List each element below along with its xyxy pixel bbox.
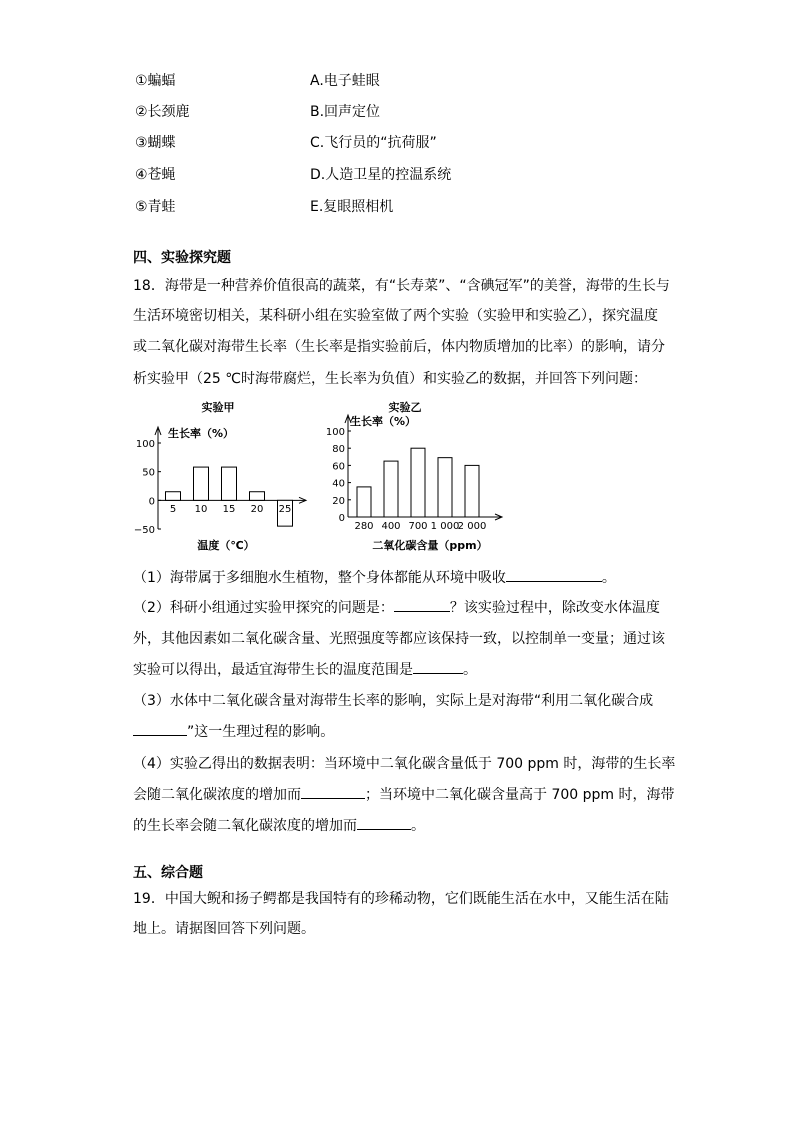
q18-sub-3-line-2 bbox=[133, 721, 334, 741]
bar-15 bbox=[222, 467, 237, 500]
match-left-3: ③蝴蝶 bbox=[135, 135, 176, 151]
bar-700 bbox=[411, 448, 425, 517]
y-tick-label: 50 bbox=[142, 467, 155, 479]
q4-text-a: （4）实验乙得出的数据表明：当环境中二氧化碳含量低于 700 ppm 时，海带的生长率 bbox=[133, 756, 676, 772]
q4-text-b: 会随二氧化碳浓度的增加而 bbox=[133, 787, 301, 803]
q4-text-d: 的生长率会随二氧化碳浓度的增加而 bbox=[133, 818, 357, 834]
q18-sub-2-line-3 bbox=[133, 659, 477, 679]
q4-answer-blank-1[interactable] bbox=[301, 784, 365, 799]
q3-text-a: （3）水体中二氧化碳含量对海带生长率的影响，实际上是对海带“利用二氧化碳合成 bbox=[133, 693, 654, 709]
bar-400 bbox=[384, 461, 398, 517]
y-tick-label: 100 bbox=[325, 427, 345, 438]
match-right-c: C.飞行员的“抗荷服” bbox=[310, 135, 437, 151]
match-left-4: ④苍蝇 bbox=[135, 167, 176, 183]
q2-text-b: ？该实验过程中，除改变水体温度 bbox=[449, 600, 660, 616]
y-tick-label: 0 bbox=[148, 496, 155, 508]
chart-b-bars bbox=[357, 448, 479, 517]
q18-sub-4-line-3 bbox=[133, 815, 425, 835]
bar-5 bbox=[166, 492, 181, 501]
y-tick-label: 0 bbox=[338, 513, 345, 524]
q4-answer-blank-2[interactable] bbox=[357, 815, 411, 830]
chart-b-yticks bbox=[326, 427, 351, 524]
q18-sub-4-line-2 bbox=[133, 784, 674, 804]
q2-answer-blank-2[interactable] bbox=[413, 659, 463, 674]
x-tick-label: 10 bbox=[194, 504, 208, 515]
y-tick-label: 60 bbox=[332, 461, 345, 473]
x-tick-label: 5 bbox=[169, 504, 177, 515]
bar-1000 bbox=[438, 458, 452, 517]
chart-a-title: 实验甲 bbox=[201, 401, 235, 414]
chart-a-xlabel: 温度（℃） bbox=[197, 539, 255, 552]
q2-text-d: 实验可以得出，最适宜海带生长的温度范围是 bbox=[133, 662, 413, 678]
x-tick-label: 280 bbox=[354, 521, 374, 532]
q2-end: 。 bbox=[463, 662, 477, 678]
match-left-2: ②长颈鹿 bbox=[135, 104, 190, 120]
match-right-a: A.电子蛙眼 bbox=[310, 73, 380, 89]
chart-a-yticks bbox=[134, 439, 161, 536]
bar-20 bbox=[250, 492, 265, 501]
q1-answer-blank[interactable] bbox=[506, 567, 602, 582]
q2-answer-blank-1[interactable] bbox=[394, 597, 450, 612]
bar-10 bbox=[194, 467, 209, 500]
q3-text-b: ”这一生理过程的影响。 bbox=[187, 724, 335, 740]
chart-a-ylabel: 生长率（%） bbox=[168, 427, 235, 440]
chart-b-xticks bbox=[354, 521, 486, 532]
x-tick-label: 20 bbox=[250, 504, 264, 515]
x-tick-label: 400 bbox=[381, 521, 401, 532]
bar-2000 bbox=[465, 465, 479, 517]
chart-a-xticks bbox=[170, 504, 292, 515]
chart-experiment-a bbox=[128, 395, 318, 555]
x-tick-label: 15 bbox=[222, 504, 236, 515]
x-tick-label: 2 000 bbox=[457, 521, 487, 532]
q1-text: （1）海带属于多细胞水生植物，整个身体都能从环境中吸收 bbox=[133, 570, 506, 586]
q18-line-3: 或二氧化碳对海带生长率（生长率是指实验前后，体内物质增加的比率）的影响，请分 bbox=[133, 339, 665, 355]
q18-line-4: 析实验甲（25 ℃时海带腐烂，生长率为负值）和实验乙的数据，并回答下列问题： bbox=[133, 371, 647, 387]
y-tick-label: 20 bbox=[332, 495, 345, 507]
match-right-b: B.回声定位 bbox=[310, 104, 381, 120]
chart-a-bars bbox=[166, 467, 293, 526]
y-tick-label: −50 bbox=[133, 525, 155, 536]
match-right-e: E.复眼照相机 bbox=[310, 199, 394, 215]
q4-text-c: ；当环境中二氧化碳含量高于 700 ppm 时，海带 bbox=[365, 787, 675, 803]
bar-280 bbox=[357, 487, 371, 517]
q3-answer-blank[interactable] bbox=[133, 721, 187, 736]
x-tick-label: 25 bbox=[278, 504, 292, 515]
chart-b-xlabel: 二氧化碳含量（ppm） bbox=[372, 539, 488, 552]
match-left-5: ⑤青蛙 bbox=[135, 199, 176, 215]
match-right-d: D.人造卫星的控温系统 bbox=[310, 167, 452, 183]
y-tick-label: 40 bbox=[332, 478, 345, 490]
q18-line-1: 18．海带是一种营养价值很高的蔬菜，有“长寿菜”、“含碘冠军”的美誉，海带的生长与 bbox=[133, 278, 670, 294]
y-tick-label: 100 bbox=[135, 439, 155, 450]
q2-text-a: （2）科研小组通过实验甲探究的问题是： bbox=[133, 600, 394, 616]
q19-line-1: 19．中国大鲵和扬子鳄都是我国特有的珍稀动物，它们既能生活在水中，又能生活在陆 bbox=[133, 891, 669, 907]
q1-end: 。 bbox=[601, 570, 616, 586]
q2-text-c: 外，其他因素如二氧化碳含量、光照强度等都应该保持一致，以控制单一变量；通过该 bbox=[133, 631, 665, 647]
chart-b-title: 实验乙 bbox=[388, 401, 422, 414]
section5-title: 五、综合题 bbox=[133, 865, 203, 881]
q18-sub-1 bbox=[133, 567, 616, 587]
y-tick-label: 80 bbox=[332, 444, 345, 456]
q4-end: 。 bbox=[411, 818, 425, 834]
x-tick-label: 1 000 bbox=[430, 521, 460, 532]
chart-experiment-b bbox=[320, 395, 520, 555]
q19-line-2: 地上。请据图回答下列问题。 bbox=[133, 921, 315, 937]
q18-sub-2-line-1 bbox=[133, 597, 660, 617]
chart-b-ylabel: 生长率（%） bbox=[350, 415, 417, 428]
q18-line-2: 生活环境密切相关，某科研小组在实验室做了两个实验（实验甲和实验乙），探究温度 bbox=[133, 308, 658, 324]
match-left-1: ①蝙蝠 bbox=[135, 73, 176, 89]
x-tick-label: 700 bbox=[408, 521, 428, 532]
section4-title: 四、实验探究题 bbox=[133, 250, 231, 266]
